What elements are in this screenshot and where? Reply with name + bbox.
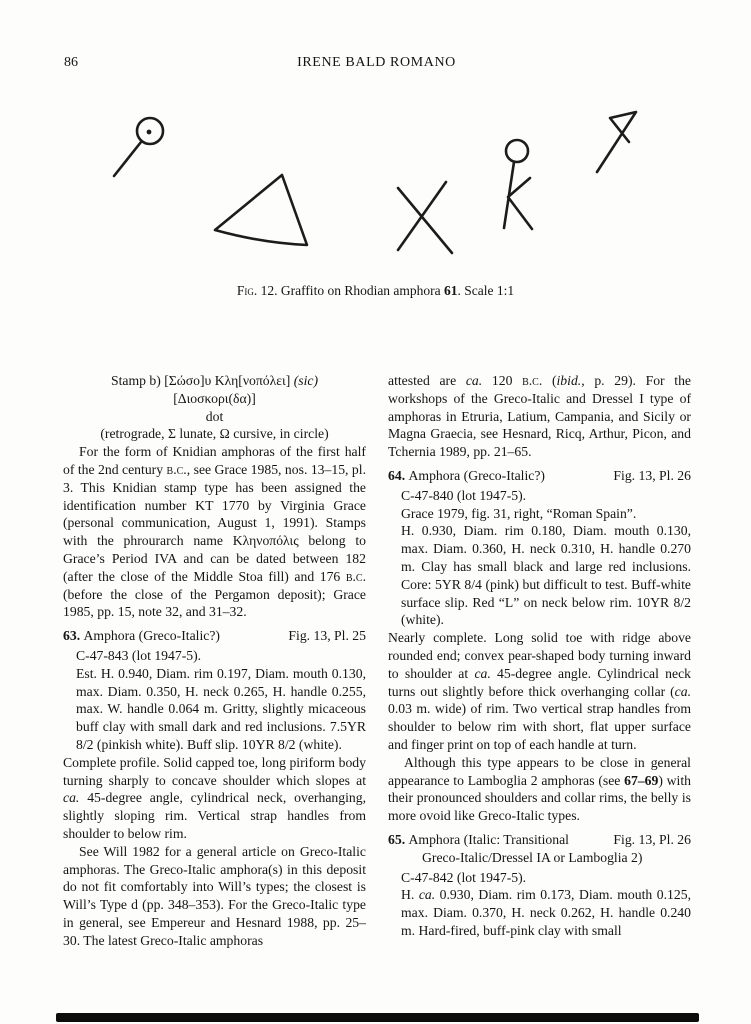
entry-number: 63. — [63, 628, 84, 644]
left-column — [63, 372, 366, 950]
catalog-id-line — [401, 487, 691, 505]
body-paragraph — [388, 629, 691, 754]
right-column — [388, 372, 691, 950]
text-run: H. 0.930, Diam. rim 0.180, Diam. mouth 0.130, max. Diam. 0.360, H. neck 0.310, H. handle 0.270 m. Clay has small black and large red inclusions. Core: 5YR 8/4 (pink) but difficult to test. Buff-white surface slip. Red “L” on neck below rim. 10YR 8/2 (white). — [401, 523, 691, 628]
graffito-tail-stroke — [114, 142, 141, 176]
text-run: 0.930, Diam. rim 0.173, Diam. mouth 0.125, max. Diam. 0.370, H. neck 0.262, H. handle 0.240 m. Hard-fired, buff-pink clay with small — [401, 887, 691, 938]
text-run: (sic) — [293, 373, 319, 388]
stamp-line — [63, 372, 366, 390]
stamp-reading — [63, 372, 366, 443]
text-run: dot — [205, 408, 224, 424]
entry-heading-line — [388, 467, 691, 485]
graffito-drawing — [0, 98, 751, 280]
text-run: 45-degree angle, cylindrical neck, overhanging, slightly sloping rim. Vertical strap handles from shoulder to below rim. — [63, 790, 366, 841]
entry-figure-ref: Fig. 13, Pl. 26 — [613, 467, 691, 483]
entry-number: 65. — [388, 831, 409, 847]
text-run: ca. — [674, 683, 691, 699]
measurements-paragraph — [401, 522, 691, 629]
graffito-head-circle-mark — [506, 140, 528, 162]
graffito-dot-mark — [147, 130, 152, 135]
catalog-entry-heading — [388, 831, 691, 867]
text-run: b.c. — [522, 373, 543, 388]
text-run: , p. 29). For the workshops of the Greco-Italic and Dressel I type of amphoras in Etruria, Latium, Campania, and Sicily or Magna Graecia, see Hesnard, Ricq, Arthur, Picon, and Tchernia 1989, pp. 21–65. — [388, 373, 691, 460]
graffito-legs-mark — [504, 162, 532, 229]
text-run: 0.03 m. wide) of rim. Two vertical strap handles from shoulder to below rim with short, flat upper surface and finger print on top of each handle at turn. — [388, 701, 691, 752]
catalog-id-line — [76, 647, 366, 665]
text-run: For the form of Knidian amphoras of the first half of the 2nd century — [63, 444, 366, 477]
text-run: H. — [401, 887, 419, 903]
entry-figure-ref: Fig. 13, Pl. 26 — [613, 831, 691, 847]
entry-title: 65. Amphora (Italic: Transitional — [388, 831, 569, 847]
text-run: . Scale 1:1 — [457, 283, 515, 298]
stamp-line — [63, 425, 366, 443]
text-run: Grace 1979, fig. 31, right, “Roman Spain”. — [401, 505, 637, 521]
catalog-id-line — [401, 505, 691, 523]
entry-title: 63. Amphora (Greco-Italic?) — [63, 628, 220, 644]
text-run: 67–69 — [624, 772, 659, 788]
text-run: ca. — [465, 373, 483, 388]
text-run: ca. — [63, 790, 80, 806]
text-run: ibid. — [556, 373, 582, 388]
text-run: Est. H. 0.940, Diam. rim 0.197, Diam. mouth 0.130, max. Diam. 0.350, H. neck 0.265, H. handle 0.255, max. W. handle 0.064 m. Gritty, slightly micaceous buff clay with small dark and red inclusions. 7.5YR 8/2 (pinkish white). Buff slip. 10YR 8/2 (white). — [76, 665, 366, 752]
text-run: , see Grace 1985, nos. 13–15, pl. 3. This Knidian stamp type has been assigned the identification number KT 1770 by Virginia Grace (personal communication, August 1, 1991). Stamps with the phrourarch name Κληνοπόλις belong to Grace’s Period IVA and can be dated between 182 (after the close of the Middle Stoa fill) and 176 — [63, 461, 366, 584]
text-run: 120 — [482, 373, 523, 388]
text-run: 45-degree angle. Cylindrical neck turns out slightly before thick overhanging collar ( — [388, 665, 691, 699]
text-run: C-47-840 (lot 1947-5). — [401, 487, 527, 503]
entry-number: 64. — [388, 467, 409, 483]
entry-title-line2: Greco-Italic/Dressel IA or Lamboglia 2) — [422, 849, 643, 865]
text-run: Although this type appears to be close in general appearance to Lamboglia 2 amphoras (see — [388, 754, 691, 788]
graffito-triangle-mark — [215, 175, 307, 245]
text-run: See Will 1982 for a general article on Greco-Italic amphoras. The Greco-Italic amphora(s) in this deposit do not fit comfortably into Will’s types; the closest is Will’s Type d (pp. 348–353). For the Greco-Italic type in general, see Empereur and Hesnard 1988, pp. 25–30. The latest Greco-Italic amphoras — [63, 843, 366, 948]
text-run: Stamp b) [Σώσο]υ Κλη[νοπόλει] — [110, 373, 294, 388]
entry-figure-ref: Fig. 13, Pl. 25 — [288, 628, 366, 644]
figure-caption — [0, 283, 751, 299]
scan-edge-artifact — [56, 1013, 699, 1022]
text-run: ( — [542, 373, 557, 388]
graffito-x-mark — [398, 182, 452, 253]
body-paragraph — [388, 372, 691, 461]
body-paragraph — [63, 443, 366, 621]
body-paragraph — [63, 754, 366, 843]
stamp-line — [63, 390, 366, 408]
text-run: [Διοσκορι(δα)] — [173, 390, 256, 406]
text-run: (retrograde, Σ lunate, Ω cursive, in circle) — [100, 426, 329, 442]
catalog-id-line — [401, 869, 691, 887]
entry-heading-line — [388, 831, 691, 849]
body-paragraph — [63, 843, 366, 950]
page-number: 86 — [64, 55, 78, 70]
text-run: Complete profile. Solid capped toe, long piriform body turning sharply to concave shoulder which slopes at — [63, 754, 366, 788]
text-run: attested are — [388, 373, 466, 388]
text-run: 61 — [444, 283, 458, 298]
text-run: Fig. — [236, 283, 258, 298]
text-run: ) with their pronounced shoulders and collar rims, the belly is more ovoid like Greco-Italic types. — [388, 772, 691, 824]
text-run: C-47-843 (lot 1947-5). — [76, 647, 202, 663]
text-run: ca. — [474, 665, 491, 681]
entry-title: 64. Amphora (Greco-Italic?) — [388, 467, 545, 483]
body-paragraph — [388, 754, 691, 825]
text-run: b.c. — [166, 461, 187, 477]
measurements-paragraph — [401, 886, 691, 939]
text-columns — [63, 372, 691, 950]
text-run: b.c. — [345, 568, 366, 584]
graffito-flag-mark — [597, 112, 636, 172]
catalog-entry-heading — [388, 467, 691, 485]
text-run: ca. — [418, 887, 436, 903]
text-run: 12. Graffito on Rhodian amphora — [257, 283, 445, 298]
graffito-figure — [0, 98, 751, 280]
entry-heading-line — [63, 627, 366, 645]
catalog-entry-heading — [63, 627, 366, 645]
text-run: C-47-842 (lot 1947-5). — [401, 869, 527, 885]
stamp-line — [63, 408, 366, 426]
running-head: IRENE BALD ROMANO — [297, 55, 456, 70]
measurements-paragraph — [76, 665, 366, 754]
text-run: (before the close of the Pergamon deposit); Grace 1985, pp. 15, note 32, and 31–32. — [63, 586, 366, 620]
text-run: Nearly complete. Long solid toe with ridge above rounded end; convex pear-shaped body turning inward to shoulder at — [388, 630, 691, 681]
